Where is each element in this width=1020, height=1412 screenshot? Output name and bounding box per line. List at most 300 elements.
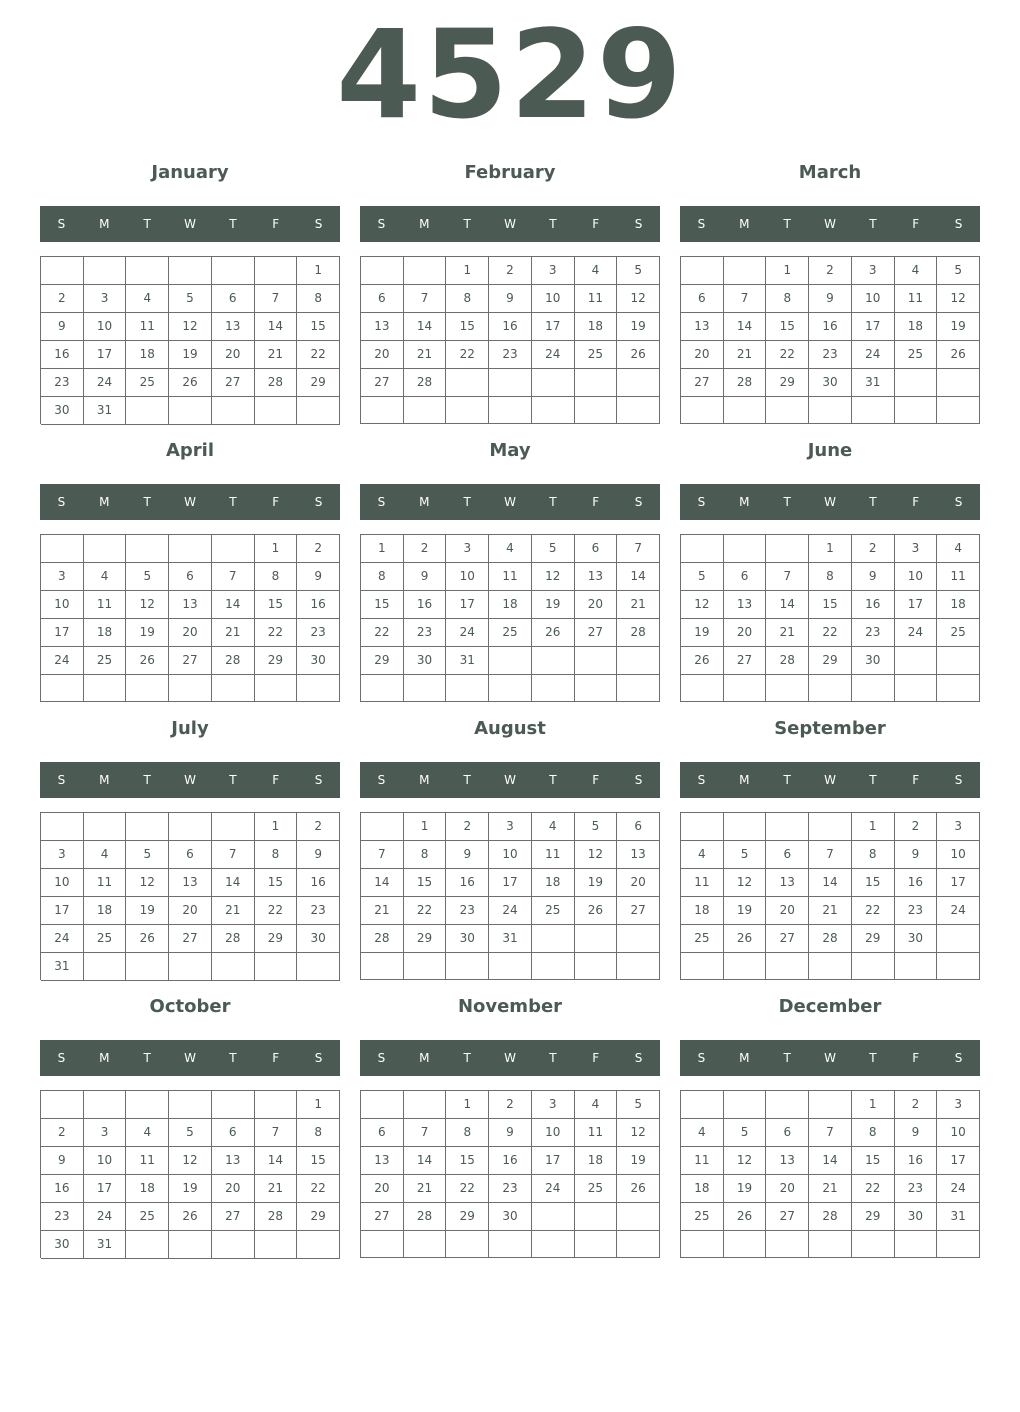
day-cell: 25	[489, 619, 532, 647]
day-cell: 19	[937, 313, 980, 341]
day-grid	[40, 1090, 340, 1258]
day-cell: 20	[212, 1175, 255, 1203]
day-grid	[680, 812, 980, 980]
day-cell: 12	[575, 841, 618, 869]
month-january	[40, 158, 340, 424]
day-cell: 27	[169, 647, 212, 675]
day-cell: 28	[724, 369, 767, 397]
weekday-label: T	[783, 495, 791, 509]
weekday-header	[360, 484, 660, 520]
day-cell: 4	[126, 285, 169, 313]
day-cell: 4	[681, 841, 724, 869]
day-cell: 27	[681, 369, 724, 397]
weekday-label: S	[377, 495, 386, 509]
day-cell: 3	[532, 257, 575, 285]
day-cell: 6	[766, 841, 809, 869]
day-cell: 3	[84, 1119, 127, 1147]
weekday-label: S	[377, 1051, 386, 1065]
empty-cell	[895, 675, 938, 702]
day-cell: 14	[404, 313, 447, 341]
empty-cell	[617, 647, 660, 675]
empty-cell	[255, 397, 298, 425]
empty-cell	[489, 1231, 532, 1258]
day-cell: 26	[169, 369, 212, 397]
day-cell: 26	[681, 647, 724, 675]
month-name: August	[474, 718, 546, 739]
day-cell: 31	[84, 397, 127, 425]
empty-cell	[681, 813, 724, 841]
empty-cell	[489, 675, 532, 702]
day-cell: 11	[532, 841, 575, 869]
empty-cell	[809, 953, 852, 980]
empty-cell	[809, 675, 852, 702]
day-cell: 8	[852, 841, 895, 869]
empty-cell	[126, 397, 169, 425]
day-cell: 9	[41, 1147, 84, 1175]
empty-cell	[895, 397, 938, 424]
day-cell: 19	[724, 1175, 767, 1203]
day-cell: 25	[84, 647, 127, 675]
empty-cell	[212, 397, 255, 425]
day-cell: 6	[169, 563, 212, 591]
day-cell: 29	[852, 925, 895, 953]
day-cell: 11	[937, 563, 980, 591]
day-cell: 7	[617, 535, 660, 563]
day-cell: 3	[84, 285, 127, 313]
day-cell: 23	[41, 369, 84, 397]
empty-cell	[809, 397, 852, 424]
day-cell: 9	[852, 563, 895, 591]
empty-cell	[41, 675, 84, 702]
day-cell: 9	[489, 285, 532, 313]
empty-cell	[766, 953, 809, 980]
weekday-label: S	[57, 217, 66, 231]
empty-cell	[212, 675, 255, 702]
empty-cell	[361, 1091, 404, 1119]
day-cell: 26	[532, 619, 575, 647]
day-cell: 15	[852, 1147, 895, 1175]
day-cell: 23	[895, 897, 938, 925]
empty-cell	[617, 1203, 660, 1231]
day-cell: 9	[809, 285, 852, 313]
weekday-header	[360, 1040, 660, 1076]
day-cell: 19	[575, 869, 618, 897]
day-cell: 25	[532, 897, 575, 925]
empty-cell	[297, 953, 340, 981]
day-cell: 7	[212, 841, 255, 869]
day-cell: 26	[724, 925, 767, 953]
weekday-header	[40, 484, 340, 520]
day-cell: 2	[852, 535, 895, 563]
day-cell: 20	[724, 619, 767, 647]
day-cell: 24	[937, 1175, 980, 1203]
day-cell: 18	[532, 869, 575, 897]
day-grid	[360, 534, 660, 702]
month-october	[40, 992, 340, 1258]
empty-cell	[766, 675, 809, 702]
weekday-label: W	[824, 773, 836, 787]
day-cell: 7	[809, 1119, 852, 1147]
month-name: April	[165, 440, 215, 461]
day-cell: 29	[361, 647, 404, 675]
day-cell: 16	[41, 1175, 84, 1203]
day-cell: 14	[766, 591, 809, 619]
day-cell: 14	[724, 313, 767, 341]
weekday-label: M	[99, 217, 110, 231]
day-cell: 19	[126, 619, 169, 647]
day-cell: 24	[41, 925, 84, 953]
empty-cell	[446, 397, 489, 424]
weekday-label: F	[272, 495, 280, 509]
weekday-label: M	[419, 773, 430, 787]
empty-cell	[681, 535, 724, 563]
day-cell: 28	[255, 369, 298, 397]
empty-cell	[532, 1231, 575, 1258]
weekday-label: S	[634, 773, 643, 787]
day-cell: 17	[852, 313, 895, 341]
day-cell: 1	[297, 257, 340, 285]
empty-cell	[937, 953, 980, 980]
day-cell: 2	[809, 257, 852, 285]
month-name: May	[489, 440, 531, 461]
day-cell: 31	[852, 369, 895, 397]
day-cell: 16	[297, 591, 340, 619]
day-cell: 20	[681, 341, 724, 369]
day-cell: 7	[809, 841, 852, 869]
day-cell: 9	[404, 563, 447, 591]
day-cell: 4	[575, 257, 618, 285]
empty-cell	[681, 1091, 724, 1119]
day-cell: 17	[937, 869, 980, 897]
day-grid	[360, 256, 660, 424]
day-cell: 25	[937, 619, 980, 647]
empty-cell	[361, 675, 404, 702]
day-cell: 5	[937, 257, 980, 285]
day-cell: 28	[404, 1203, 447, 1231]
empty-cell	[766, 1231, 809, 1258]
empty-cell	[255, 257, 298, 285]
day-cell: 16	[852, 591, 895, 619]
day-grid	[40, 256, 340, 424]
day-cell: 19	[169, 341, 212, 369]
empty-cell	[766, 535, 809, 563]
weekday-label: F	[272, 1051, 280, 1065]
day-cell: 12	[724, 1147, 767, 1175]
day-cell: 18	[681, 897, 724, 925]
weekday-label: S	[634, 217, 643, 231]
weekday-label: S	[314, 217, 323, 231]
day-cell: 29	[297, 369, 340, 397]
day-cell: 19	[532, 591, 575, 619]
day-cell: 17	[532, 313, 575, 341]
empty-cell	[724, 535, 767, 563]
day-cell: 15	[361, 591, 404, 619]
day-cell: 23	[809, 341, 852, 369]
empty-cell	[84, 1091, 127, 1119]
weekday-label: S	[697, 773, 706, 787]
day-cell: 27	[361, 369, 404, 397]
weekday-label: T	[463, 773, 471, 787]
day-cell: 21	[404, 1175, 447, 1203]
day-cell: 8	[766, 285, 809, 313]
day-cell: 23	[297, 897, 340, 925]
day-cell: 19	[169, 1175, 212, 1203]
day-cell: 12	[169, 313, 212, 341]
weekday-label: W	[504, 773, 516, 787]
day-cell: 3	[895, 535, 938, 563]
day-cell: 15	[809, 591, 852, 619]
day-cell: 21	[212, 897, 255, 925]
day-cell: 20	[169, 619, 212, 647]
weekday-label: S	[377, 773, 386, 787]
empty-cell	[489, 397, 532, 424]
day-cell: 13	[169, 869, 212, 897]
day-cell: 27	[575, 619, 618, 647]
weekday-label: T	[783, 1051, 791, 1065]
day-cell: 25	[126, 369, 169, 397]
weekday-label: F	[912, 217, 920, 231]
empty-cell	[361, 1231, 404, 1258]
empty-cell	[212, 535, 255, 563]
weekday-label: S	[954, 773, 963, 787]
empty-cell	[724, 1231, 767, 1258]
day-cell: 29	[446, 1203, 489, 1231]
empty-cell	[446, 675, 489, 702]
weekday-header	[680, 206, 980, 242]
empty-cell	[212, 813, 255, 841]
day-cell: 5	[617, 257, 660, 285]
day-cell: 26	[126, 647, 169, 675]
empty-cell	[41, 257, 84, 285]
weekday-label: S	[954, 217, 963, 231]
empty-cell	[532, 925, 575, 953]
day-cell: 6	[361, 285, 404, 313]
day-cell: 25	[681, 925, 724, 953]
day-cell: 24	[489, 897, 532, 925]
day-cell: 12	[126, 591, 169, 619]
day-cell: 24	[84, 369, 127, 397]
day-cell: 3	[852, 257, 895, 285]
empty-cell	[681, 953, 724, 980]
weekday-label: T	[463, 495, 471, 509]
empty-cell	[361, 953, 404, 980]
weekday-label: W	[504, 495, 516, 509]
day-cell: 1	[809, 535, 852, 563]
empty-cell	[937, 397, 980, 424]
day-cell: 10	[852, 285, 895, 313]
day-cell: 30	[809, 369, 852, 397]
empty-cell	[895, 1231, 938, 1258]
day-cell: 17	[532, 1147, 575, 1175]
day-cell: 17	[41, 619, 84, 647]
month-name: November	[457, 996, 563, 1017]
empty-cell	[126, 953, 169, 981]
day-cell: 22	[297, 1175, 340, 1203]
weekday-label: T	[143, 217, 151, 231]
empty-cell	[169, 257, 212, 285]
day-cell: 14	[212, 869, 255, 897]
empty-cell	[766, 1091, 809, 1119]
day-cell: 6	[361, 1119, 404, 1147]
day-grid	[360, 1090, 660, 1258]
day-cell: 4	[84, 841, 127, 869]
weekday-label: F	[592, 495, 600, 509]
weekday-label: M	[99, 773, 110, 787]
day-grid	[680, 1090, 980, 1258]
weekday-header	[360, 762, 660, 798]
weekday-label: S	[314, 495, 323, 509]
day-cell: 27	[766, 1203, 809, 1231]
day-cell: 11	[84, 591, 127, 619]
day-cell: 6	[681, 285, 724, 313]
day-cell: 9	[297, 841, 340, 869]
empty-cell	[404, 675, 447, 702]
day-cell: 9	[41, 313, 84, 341]
day-cell: 7	[766, 563, 809, 591]
day-cell: 9	[489, 1119, 532, 1147]
day-cell: 10	[532, 1119, 575, 1147]
empty-cell	[895, 953, 938, 980]
empty-cell	[297, 397, 340, 425]
day-cell: 26	[617, 341, 660, 369]
day-cell: 28	[766, 647, 809, 675]
weekday-label: M	[739, 495, 750, 509]
day-cell: 30	[852, 647, 895, 675]
day-cell: 14	[809, 869, 852, 897]
day-cell: 17	[489, 869, 532, 897]
day-cell: 24	[895, 619, 938, 647]
day-cell: 13	[681, 313, 724, 341]
day-cell: 7	[724, 285, 767, 313]
day-cell: 8	[255, 841, 298, 869]
day-cell: 23	[489, 1175, 532, 1203]
weekday-header	[360, 206, 660, 242]
month-name: July	[171, 718, 209, 739]
empty-cell	[297, 675, 340, 702]
empty-cell	[446, 953, 489, 980]
weekday-label: S	[697, 217, 706, 231]
empty-cell	[852, 1231, 895, 1258]
day-cell: 16	[446, 869, 489, 897]
day-cell: 12	[126, 869, 169, 897]
day-cell: 16	[489, 1147, 532, 1175]
empty-cell	[41, 1091, 84, 1119]
day-cell: 1	[766, 257, 809, 285]
day-cell: 15	[852, 869, 895, 897]
day-cell: 4	[84, 563, 127, 591]
day-cell: 12	[617, 285, 660, 313]
day-cell: 30	[489, 1203, 532, 1231]
month-name: September	[774, 718, 886, 739]
day-cell: 27	[212, 1203, 255, 1231]
weekday-label: T	[783, 773, 791, 787]
day-cell: 19	[617, 313, 660, 341]
day-cell: 17	[895, 591, 938, 619]
day-cell: 22	[255, 897, 298, 925]
weekday-label: F	[592, 1051, 600, 1065]
weekday-label: S	[57, 495, 66, 509]
weekday-header	[680, 762, 980, 798]
day-cell: 18	[681, 1175, 724, 1203]
day-cell: 13	[212, 1147, 255, 1175]
month-name: October	[149, 996, 231, 1017]
day-cell: 19	[126, 897, 169, 925]
day-cell: 1	[297, 1091, 340, 1119]
day-cell: 16	[809, 313, 852, 341]
day-cell: 18	[489, 591, 532, 619]
empty-cell	[84, 675, 127, 702]
day-cell: 25	[895, 341, 938, 369]
day-cell: 23	[446, 897, 489, 925]
weekday-label: W	[824, 1051, 836, 1065]
day-cell: 2	[489, 1091, 532, 1119]
day-cell: 17	[446, 591, 489, 619]
day-cell: 5	[126, 563, 169, 591]
day-cell: 13	[361, 1147, 404, 1175]
weekday-label: T	[229, 217, 237, 231]
day-cell: 10	[895, 563, 938, 591]
day-cell: 8	[446, 285, 489, 313]
day-cell: 3	[41, 841, 84, 869]
day-cell: 6	[169, 841, 212, 869]
day-cell: 4	[681, 1119, 724, 1147]
empty-cell	[724, 953, 767, 980]
weekday-label: T	[143, 773, 151, 787]
day-cell: 14	[255, 1147, 298, 1175]
day-cell: 21	[212, 619, 255, 647]
day-cell: 22	[297, 341, 340, 369]
day-cell: 1	[404, 813, 447, 841]
day-cell: 7	[212, 563, 255, 591]
weekday-label: T	[869, 773, 877, 787]
empty-cell	[937, 675, 980, 702]
day-cell: 25	[681, 1203, 724, 1231]
day-cell: 26	[575, 897, 618, 925]
day-cell: 22	[852, 897, 895, 925]
day-cell: 22	[361, 619, 404, 647]
empty-cell	[766, 397, 809, 424]
day-cell: 4	[126, 1119, 169, 1147]
day-cell: 11	[681, 869, 724, 897]
day-cell: 9	[895, 841, 938, 869]
weekday-label: M	[419, 217, 430, 231]
weekday-label: S	[377, 217, 386, 231]
day-cell: 12	[937, 285, 980, 313]
empty-cell	[724, 397, 767, 424]
day-cell: 22	[809, 619, 852, 647]
weekday-label: S	[634, 495, 643, 509]
day-cell: 15	[404, 869, 447, 897]
weekday-label: S	[314, 773, 323, 787]
day-cell: 15	[297, 313, 340, 341]
day-cell: 1	[255, 813, 298, 841]
weekday-label: S	[634, 1051, 643, 1065]
day-cell: 14	[212, 591, 255, 619]
day-cell: 9	[446, 841, 489, 869]
day-cell: 4	[937, 535, 980, 563]
day-cell: 26	[126, 925, 169, 953]
month-name: June	[807, 440, 853, 461]
weekday-label: T	[549, 773, 557, 787]
day-cell: 28	[809, 1203, 852, 1231]
day-cell: 16	[895, 869, 938, 897]
day-cell: 13	[361, 313, 404, 341]
day-cell: 31	[446, 647, 489, 675]
day-cell: 15	[446, 313, 489, 341]
empty-cell	[212, 953, 255, 981]
day-cell: 6	[212, 1119, 255, 1147]
weekday-label: W	[504, 217, 516, 231]
